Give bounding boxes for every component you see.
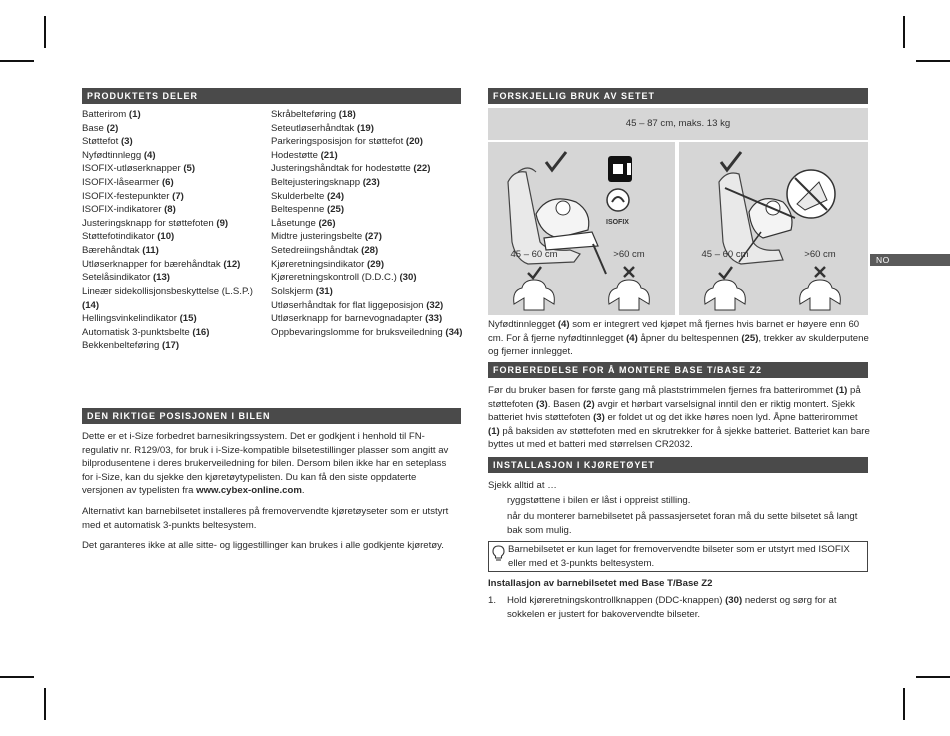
parts-list-item: Oppbevaringslomme for bruksveiledning (34) [271,326,463,338]
parts-list-item: Støttefot (3) [82,136,133,148]
install-intro: Sjekk alltid at … [488,480,557,491]
height-label-1: 45 – 60 cm [510,249,558,260]
parts-list-column-1 [82,108,262,353]
parts-list-item: Automatisk 3-punktsbelte (16) [82,326,210,338]
newborn-insert-note: Nyfødtinnlegget (4) som er integrert ved kjøpet må fjernes hvis barnet er høyere enn 60 cm. For å fjerne nyfødtinnlegget (4) åpner du beltespennen (25), trekker av skulderputene og fjerner innlegget. [488,319,869,358]
usage-range-label: 45 – 87 cm, maks. 13 kg [488,108,868,140]
insert-silhouette-icon [609,280,650,310]
parts-list-item: Justeringsknapp for støttefoten (9) [82,217,229,229]
parts-list-item: ISOFIX-låsearmer (6) [82,177,174,189]
parts-list-item: ISOFIX-festepunkter (7) [82,190,184,202]
parts-list-item: ISOFIX-utløserknapper (5) [82,163,196,175]
parts-list-item: Utløserhåndtak for flat liggeposisjon (32) [271,299,444,311]
position-heading: DEN RIKTIGE POSISJONEN I BILEN [82,408,461,424]
install-note-box [488,541,868,572]
parts-list-item: Låsetunge (26) [271,217,336,229]
parts-list-item: Batterirom (1) [82,109,141,120]
parts-list-item: Seteutløserhåndtak (19) [271,122,374,134]
language-tab: NO [870,254,950,266]
parts-list-item: Setelåsindikator (13) [82,272,170,284]
position-paragraph-1: Dette er et i-Size forbedret barnesikringssystem. Det er godkjent i henhold til FN-regulativ nr. R129/03, for bruk i i-Size-kompatible bilsetestillinger plasser som angitt av bilprodusentene i deres brukerveiledning for bilen. Dersom bilen ikke har en seteplass for i-Size, kan du sjekke den kjøretøytypelisten. Du kan få den siste oppdaterte versjonen av typelisten fra www.cybex-online.com. [82,431,449,497]
position-paragraph-3: Det garanteres ikke at alle sitte- og liggestillinger kan brukes i alle godkjente kjøretøy. [82,540,444,552]
parts-list-item: Base (2) [82,122,119,134]
crop-mark [0,60,34,62]
isofix-label: ISOFIX [606,219,629,226]
install-step-1: Hold kjøreretningskontrollknappen (DDC-knappen) (30) nederst og sørg for at sokkelen er justert for bakovervendte bilseter. [507,595,837,620]
parts-list-item: Parkeringsposisjon for støttefot (20) [271,136,423,148]
insert-silhouette-icon [800,280,841,310]
height-label-4: >60 cm [804,249,836,260]
parts-list-item: Midtre justeringsbelte (27) [271,231,382,243]
position-text [82,430,460,560]
insert-silhouette-icon [705,280,746,310]
parts-list-item: Nyfødtinnlegg (4) [82,149,156,161]
crop-mark [44,16,46,48]
parts-list-item: Lineær sidekollisjonsbeskyttelse (L.S.P.) (14) [82,285,253,311]
insert-silhouette-icon [514,280,555,310]
parts-list-item: Utløserknapp for barnevognadapter (33) [271,313,443,325]
crop-mark [0,676,34,678]
parts-list-item: Beltespenne (25) [271,204,345,216]
crop-mark [44,688,46,720]
crop-mark [916,60,950,62]
check-icon [719,267,732,278]
crop-mark [903,16,905,48]
install-step-number: 1. [488,595,497,606]
cross-icon [815,267,825,277]
parts-list-item: Kjøreretningskontroll (D.D.C.) (30) [271,272,417,284]
parts-list-item: Utløserknapper for bærehåndtak (12) [82,258,241,270]
height-label-2: >60 cm [613,249,645,260]
parts-list-column-2 [271,108,463,339]
usage-figure [488,108,868,317]
parts-list-item: Skulderbelte (24) [271,190,345,202]
install-check-2: når du monterer barnebilsetet på passasjersetet foran må du sette bilsetet så langt bak som mulig. [507,511,858,536]
position-paragraph-2: Alternativt kan barnebilsetet installeres på fremovervendte kjøretøyseter som er utstyrt med et automatisk 3-punkts beltesystem. [82,506,449,531]
parts-heading: PRODUKTETS DELER [82,88,461,104]
usage-marks [488,258,868,316]
cross-icon [624,267,634,277]
install-heading: INSTALLASJON I KJØRETØYET [488,457,868,473]
parts-list-item: Bekkenbelteføring (17) [82,340,180,352]
install-note-text: Barnebilsetet er kun laget for fremovervendte bilseter som er utstyrt med ISOFIX eller med et 3-punkts beltesystem. [508,544,850,569]
install-check-1: ryggstøttene i bilen er låst i oppreist stilling. [507,495,691,506]
usage-heading: FORSKJELLIG BRUK AV SETET [488,88,868,104]
parts-list-item: Solskjerm (31) [271,285,333,297]
height-label-3: 45 – 60 cm [701,249,749,260]
isofix-icon [607,189,629,211]
parts-list-item: Bærehåndtak (11) [82,245,159,257]
crop-mark [903,688,905,720]
parts-list-item: Kjøreretningsindikator (29) [271,258,385,270]
base-text: Før du bruker basen for første gang må plaststrimmelen fjernes fra batterirommet (1) på støttefoten (3). Basen (2) avgir et hørbart varselsignal inntil den er riktig montert. Sjekk batteriet hvis støttefoten (3) er foldet ut og det ikke høres noen lyd. Åpne batterirommet (1) på baksiden av støttefoten med en skrutrekker for å sjekke batteriet. Batteriet kan bare byttes ut med et batteri med størrelsen CR2032. [488,385,870,451]
check-icon [528,267,541,278]
parts-list-item: Justeringshåndtak for hodestøtte (22) [271,163,431,175]
base-heading: FORBEREDELSE FOR Å MONTERE BASE T/BASE Z2 [488,362,868,378]
parts-list-item: Støttefotindikator (10) [82,231,175,243]
parts-list-item: Hodestøtte (21) [271,149,338,161]
install-subheading: Installasjon av barnebilsetet med Base T/Base Z2 [488,578,713,589]
crop-mark [916,676,950,678]
parts-list-item: Hellingsvinkelindikator (15) [82,313,197,325]
lightbulb-icon [492,545,505,561]
parts-list-item: Beltejusteringsknapp (23) [271,177,380,189]
parts-list-item: ISOFIX-indikatorer (8) [82,204,176,216]
parts-list-item: Skråbelteføring (18) [271,109,356,120]
website-link[interactable]: www.cybex-online.com [196,485,302,497]
parts-list-item: Setedreiingshåndtak (28) [271,245,379,257]
